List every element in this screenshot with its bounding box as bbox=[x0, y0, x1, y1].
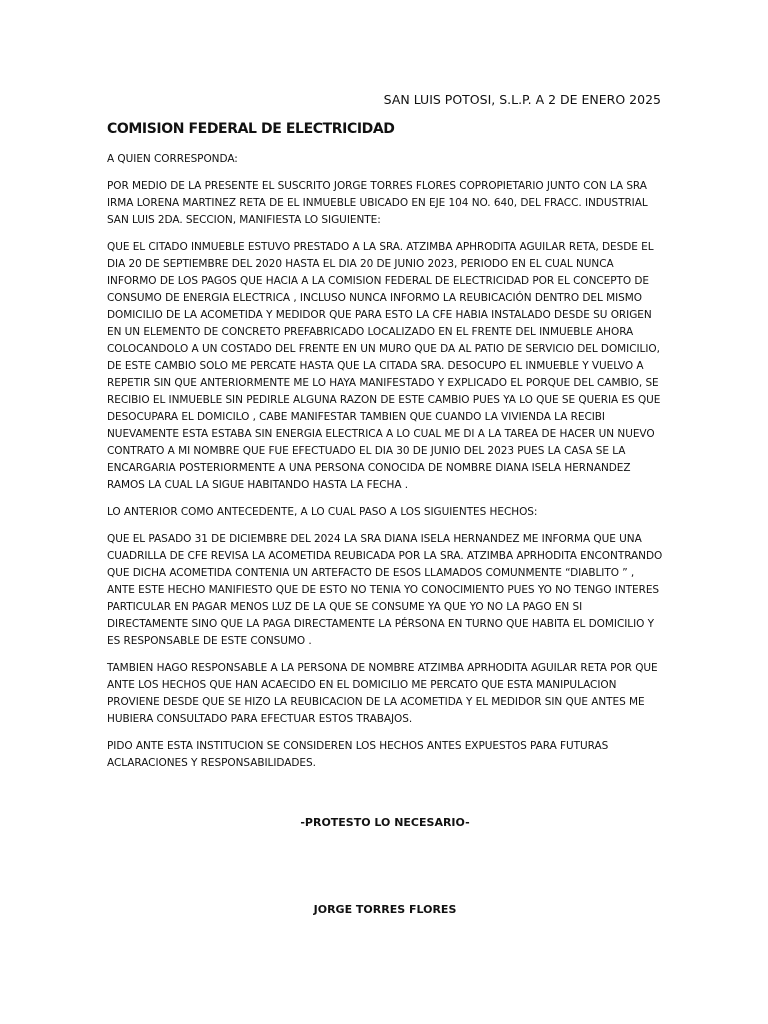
paragraph-transition: LO ANTERIOR COMO ANTECEDENTE, A LO CUAL PASO A LOS SIGUIENTES HECHOS: bbox=[107, 506, 538, 518]
date-line: SAN LUIS POTOSI, S.L.P. A 2 DE ENERO 2025 bbox=[383, 92, 661, 107]
paragraph-intro: POR MEDIO DE LA PRESENTE EL SUSCRITO JORGE TORRES FLORES COPROPIETARIO JUNTO CON LA SRA IRMA LORENA MARTINEZ RETA DE EL INMUEBLE UBICADO EN EJE 104 NO. 640, DEL FRACC. INDUSTRIAL SAN LUIS 2DA. SECCION, MANIFIESTA LO SIGUIENTE: bbox=[107, 180, 648, 226]
letter-body bbox=[107, 151, 663, 782]
closing-line: -PROTESTO LO NECESARIO- bbox=[300, 816, 470, 829]
paragraph-responsibility: TAMBIEN HAGO RESPONSABLE A LA PERSONA DE NOMBRE ATZIMBA APRHODITA AGUILAR RETA POR QUE ANTE LOS HECHOS QUE HAN ACAECIDO EN EL DOMICILIO ME PERCATO QUE ESTA MANIPULACION PROVIENE DESDE QUE SE HIZO LA REUBICACION DE LA ACOMETIDA Y EL MEDIDOR SIN QUE ANTES ME HUBIERA CONSULTADO PARA EFECTUAR ESTOS TRABAJOS. bbox=[107, 662, 658, 725]
recipient-heading: COMISION FEDERAL DE ELECTRICIDAD bbox=[107, 121, 395, 137]
paragraph-background: QUE EL CITADO INMUEBLE ESTUVO PRESTADO A LA SRA. ATZIMBA APHRODITA AGUILAR RETA, DESDE EL DIA 20 DE SEPTIEMBRE DEL 2020 HASTA EL DIA 20 DE JUNIO 2023, PERIODO EN EL CUAL NUNCA INFORMO DE LOS PAGOS QUE HACIA A LA COMISION FEDERAL DE ELECTRICIDAD POR EL CONCEPTO DE CONSUMO DE ENERGIA ELECTRICA , INCLUSO NUNCA INFORMO LA REUBICACIÓN DENTRO DEL MISMO DOMICILIO DE LA ACOMETIDA Y MEDIDOR QUE PARA ESTO LA CFE HABIA INSTALADO DESDE SU ORIGEN EN UN ELEMENTO DE CONCRETO PREFABRICADO LOCALIZADO EN EL FRENTE DEL INMUEBLE AHORA COLOCANDOLO A UN COSTADO DEL FRENTE EN UN MURO QUE DA AL PATIO DE SERVICIO DEL DOMICILIO, DE ESTE CAMBIO SOLO ME PERCATE HASTA QUE LA CITADA SRA. DESOCUPO EL INMUEBLE Y VUELVO A REPETIR SIN QUE ANTERIORMENTE ME LO HAYA MANIFESTADO Y EXPLICADO EL PORQUE DEL CAMBIO, SE RECIBIO EL INMUEBLE SIN PEDIRLE ALGUNA RAZON DE ESTE CAMBIO PUES YA LO QUE SE QUERIA ES QUE DESOCUPARA EL DOMICILO , CABE MANIFESTAR TAMBIEN QUE CUANDO LA VIVIENDA LA RECIBI NUEVAMENTE ESTA ESTABA SIN ENERGIA ELECTRICA A LO CUAL ME DI A LA TAREA DE HACER UN NUEVO CONTRATO A MI NOMBRE QUE FUE EFECTUADO EL DIA 30 DE JUNIO DEL 2023 PUES LA CASA SE LA ENCARGARIA POSTERIORMENTE A UNA PERSONA CONOCIDA DE NOMBRE DIANA ISELA HERNANDEZ RAMOS LA CUAL LA SIGUE HABITANDO HASTA LA FECHA . bbox=[107, 241, 661, 491]
signature-name: JORGE TORRES FLORES bbox=[313, 903, 457, 916]
salutation: A QUIEN CORRESPONDA: bbox=[107, 153, 238, 165]
paragraph-facts: QUE EL PASADO 31 DE DICIEMBRE DEL 2024 LA SRA DIANA ISELA HERNANDEZ ME INFORMA QUE UNA CUADRILLA DE CFE REVISA LA ACOMETIDA REUBICADA POR LA SRA. ATZIMBA APRHODITA ENCONTRANDO QUE DICHA ACOMETIDA CONTENIA UN ARTEFACTO DE ESOS LLAMADOS COMUNMENTE “DIABLITO ” , ANTE ESTE HECHO MANIFIESTO QUE DE ESTO NO TENIA YO CONOCIMIENTO PUES YO NO TENGO INTERES PARTICULAR EN PAGAR MENOS LUZ DE LA QUE SE CONSUME YA QUE YO NO LA PAGO EN SI DIRECTAMENTE SINO QUE LA PAGA DIRECTAMENTE LA PÉRSONA EN TURNO QUE HABITA EL DOMICILIO Y ES RESPONSABLE DE ESTE CONSUMO . bbox=[107, 533, 663, 647]
paragraph-request: PIDO ANTE ESTA INSTITUCION SE CONSIDEREN LOS HECHOS ANTES EXPUESTOS PARA FUTURAS ACLARACIONES Y RESPONSABILIDADES. bbox=[107, 740, 609, 769]
